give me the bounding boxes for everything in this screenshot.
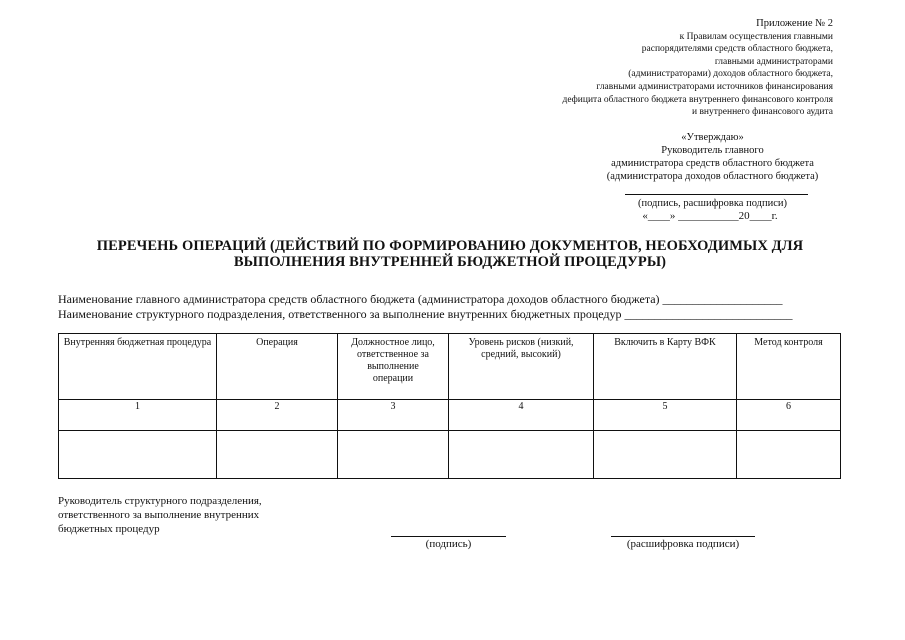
appendix-line: главными администраторами источников финансирования [596, 81, 833, 92]
column-number: 3 [338, 400, 449, 431]
admin-name-field: Наименование главного администратора средств областного бюджета (администратора доходов областного бюджета) ____________________ [58, 292, 783, 306]
header-operation: Операция [217, 334, 338, 400]
header-vfk-map: Включить в Карту ВФК [594, 334, 737, 400]
appendix-line: к Правилам осуществления главными [679, 31, 833, 42]
header-risk-level: Уровень рисков (низкий, средний, высокий) [449, 334, 594, 400]
table-cell [737, 431, 841, 479]
column-number: 2 [217, 400, 338, 431]
appendix-number: Приложение № 2 [756, 18, 833, 29]
appendix-line: распорядителями средств областного бюджета, [641, 44, 833, 55]
unit-name-field: Наименование структурного подразделения, ответственного за выполнение внутренних бюджетных процедур ____________________________ [58, 307, 793, 321]
header-procedure: Внутренняя бюджетная процедура [59, 334, 217, 400]
table-cell [217, 431, 338, 479]
header-responsible: Должностное лицо, ответственное за выполнение операции [338, 334, 449, 400]
column-number-row [59, 400, 841, 431]
table-cell [338, 431, 449, 479]
table-row [59, 431, 841, 479]
approval-date: «____» ___________20____г. [642, 210, 778, 222]
title-line-2: ВЫПОЛНЕНИЯ ВНУТРЕННЕЙ БЮДЖЕТНОЙ ПРОЦЕДУРЫ) [233, 254, 667, 270]
column-number: 1 [59, 400, 217, 431]
document-title [40, 238, 860, 270]
column-number: 4 [449, 400, 594, 431]
title-line-1: ПЕРЕЧЕНЬ ОПЕРАЦИЙ (ДЕЙСТВИЙ ПО ФОРМИРОВАНИЮ ДОКУМЕНТОВ, НЕОБХОДИМЫХ ДЛЯ [96, 238, 804, 254]
appendix-line: и внутреннего финансового аудита [691, 107, 833, 118]
approval-line: (администратора доходов областного бюджета) [606, 171, 819, 182]
approval-heading: «Утверждаю» [681, 132, 744, 143]
appendix-reference [393, 18, 833, 119]
footer-signer [58, 494, 262, 536]
column-number: 5 [594, 400, 737, 431]
appendix-line: (администраторами) доходов областного бюджета, [628, 69, 833, 80]
footer-line: ответственного за выполнение внутренних [58, 509, 260, 521]
appendix-line: дефицита областного бюджета внутреннего финансового контроля [562, 94, 833, 105]
footer-signature-label: (подпись) [425, 538, 472, 550]
column-number: 6 [737, 400, 841, 431]
table-cell [594, 431, 737, 479]
header-control-method: Метод контроля [737, 334, 841, 400]
approval-block [580, 131, 845, 183]
appendix-line: главными администраторами [714, 56, 833, 67]
table-cell [449, 431, 594, 479]
table-cell [59, 431, 217, 479]
approval-line: Руководитель главного [661, 145, 764, 156]
approval-signature-caption: (подпись, расшифровка подписи) [637, 198, 788, 209]
table-header-row [59, 334, 841, 400]
footer-line: Руководитель структурного подразделения, [58, 495, 262, 507]
approval-signature-line [625, 194, 808, 195]
approval-line: администратора средств областного бюджета [611, 158, 814, 169]
footer-decode-label: (расшифровка подписи) [626, 538, 740, 550]
footer-line: бюджетных процедур [58, 523, 160, 535]
operations-table [58, 333, 841, 479]
